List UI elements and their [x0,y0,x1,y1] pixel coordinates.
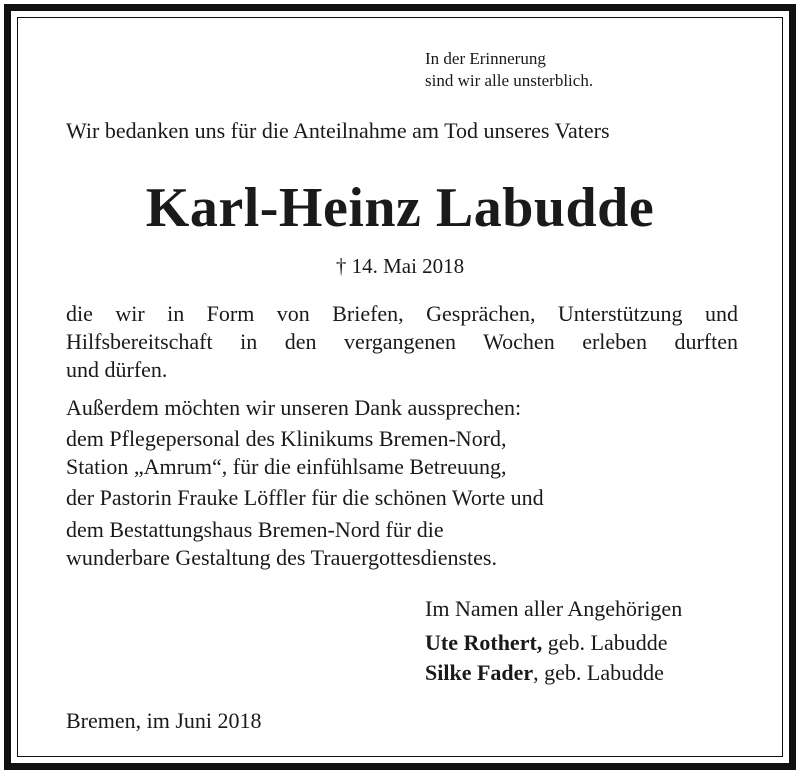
motto-line-1: In der Erinnerung [425,49,546,68]
place-date: Bremen, im Juni 2018 [66,708,262,733]
deceased-name: Karl-Heinz Labudde [145,177,655,239]
signer-1-name: Ute Rothert, [425,630,543,655]
motto [425,48,593,92]
signer-1-suffix: geb. Labudde [542,630,668,655]
paragraph-line-2: Hilfsbereitschaft in den vergangenen Wochen erleben durften [66,329,738,354]
death-date: † 14. Mai 2018 [335,254,465,278]
intro-text: Wir bedanken uns für die Anteilnahme am Tod unseres Vaters [66,118,610,143]
signer-1 [425,629,668,657]
signer-2-suffix: , geb. Labudde [533,660,664,685]
paragraph-line-1: die wir in Form von Briefen, Gesprächen, Unterstützung und [66,301,738,326]
thanks-line-3: der Pastorin Frauke Löffler für die schönen Worte und [66,485,544,510]
motto-line-2: sind wir alle unsterblich. [425,71,594,90]
signoff-intro: Im Namen aller Angehörigen [425,596,683,621]
paragraph-line-3: und dürfen. [66,357,168,382]
thanks-line-1: dem Pflegepersonal des Klinikums Bremen-Nord, [66,426,507,451]
thanks-line-5: wunderbare Gestaltung des Trauergottesdienstes. [66,545,497,570]
signer-2 [425,659,664,687]
thanks-line-2: Station „Amrum“, für die einfühlsame Betreuung, [66,454,507,479]
thanks-line-4: dem Bestattungshaus Bremen-Nord für die [66,517,444,542]
thanks-heading: Außerdem möchten wir unseren Dank aussprechen: [66,395,522,420]
signer-2-name: Silke Fader [425,660,534,685]
thanks-paragraph [66,300,738,384]
